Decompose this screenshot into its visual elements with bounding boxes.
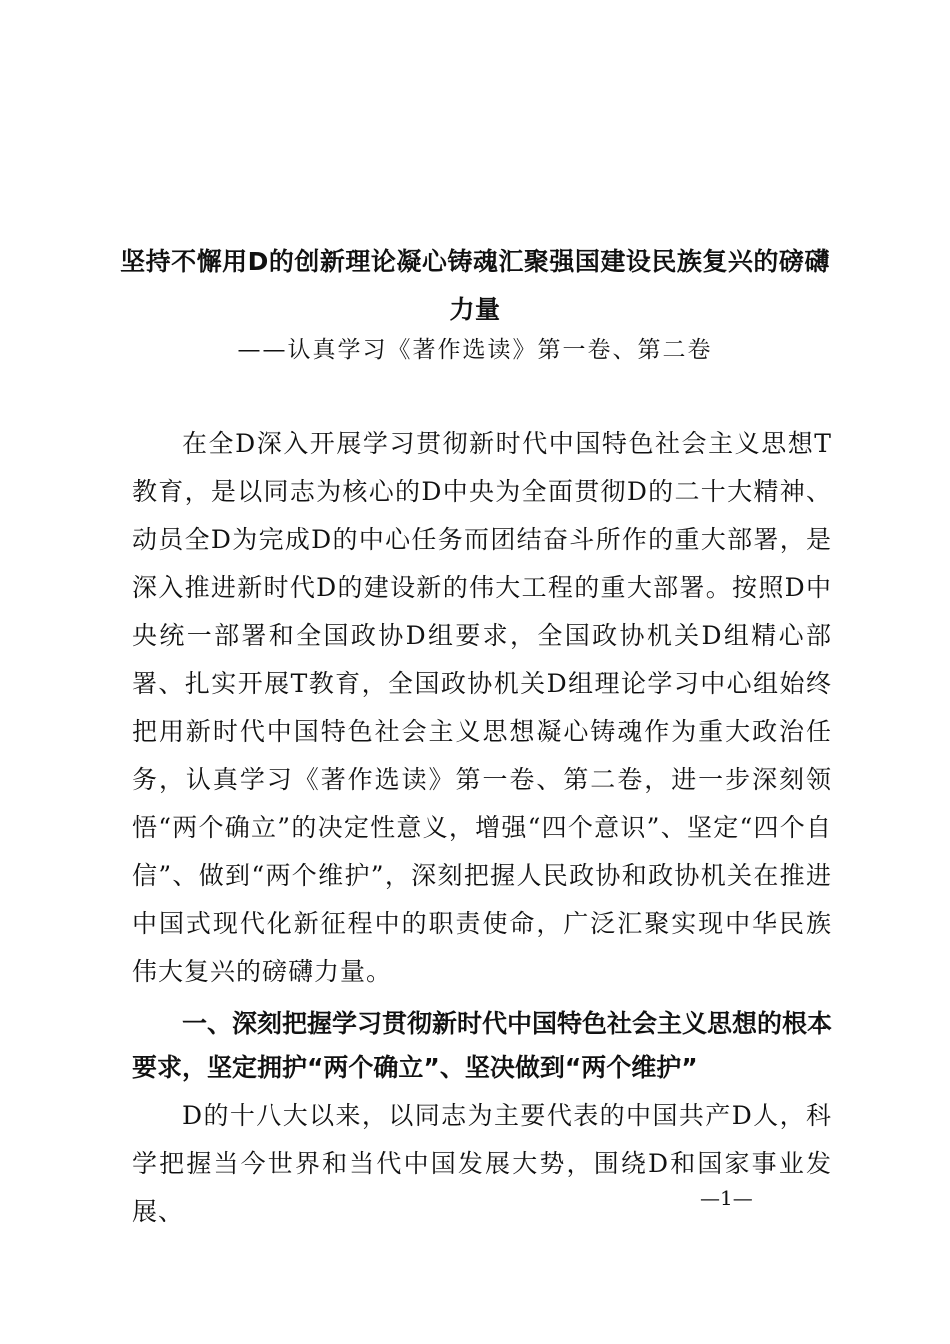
section-heading-1: 一、深刻把握学习贯彻新时代中国特色社会主义思想的根本要求，坚定拥护“两个确立”、坚决做到“两个维护” <box>132 1009 833 1082</box>
body-paragraph-1: 在全D深入开展学习贯彻新时代中国特色社会主义思想T教育，是以同志为核心的D中央为全面贯彻D的二十大精神、动员全D为完成D的中心任务而团结奋斗所作的重大部署，是深入推进新时代D的建设新的伟大工程的重大部署。按照D中央统一部署和全国政协D组要求，全国政协机关D组精心部署、扎实开展T教育，全国政协机关D组理论学习中心组始终把用新时代中国特色社会主义思想凝心铸魂作为重大政治任务，认真学习《著作选读》第一卷、第二卷，进一步深刻领悟“两个确立”的决定性意义，增强“四个意识”、坚定“四个自信”、做到“两个维护”，深刻把握人民政协和政协机关在推进中国式现代化新征程中的职责使命，广泛汇聚实现中华民族伟大复兴的磅礴力量。 <box>132 429 832 986</box>
page-number: —1— <box>700 1186 753 1210</box>
document-subtitle: ——认真学习《著作选读》第一卷、第二卷 <box>237 337 713 363</box>
body-paragraph-2: D的十八大以来，以同志为主要代表的中国共产D人，科学把握当今世界和当代中国发展大势，围绕D和国家事业发展、 <box>132 1101 832 1226</box>
document-title: 坚持不懈用D的创新理论凝心铸魂汇聚强国建设民族复兴的磅礴力量 <box>120 247 830 324</box>
document-body <box>132 420 832 1236</box>
